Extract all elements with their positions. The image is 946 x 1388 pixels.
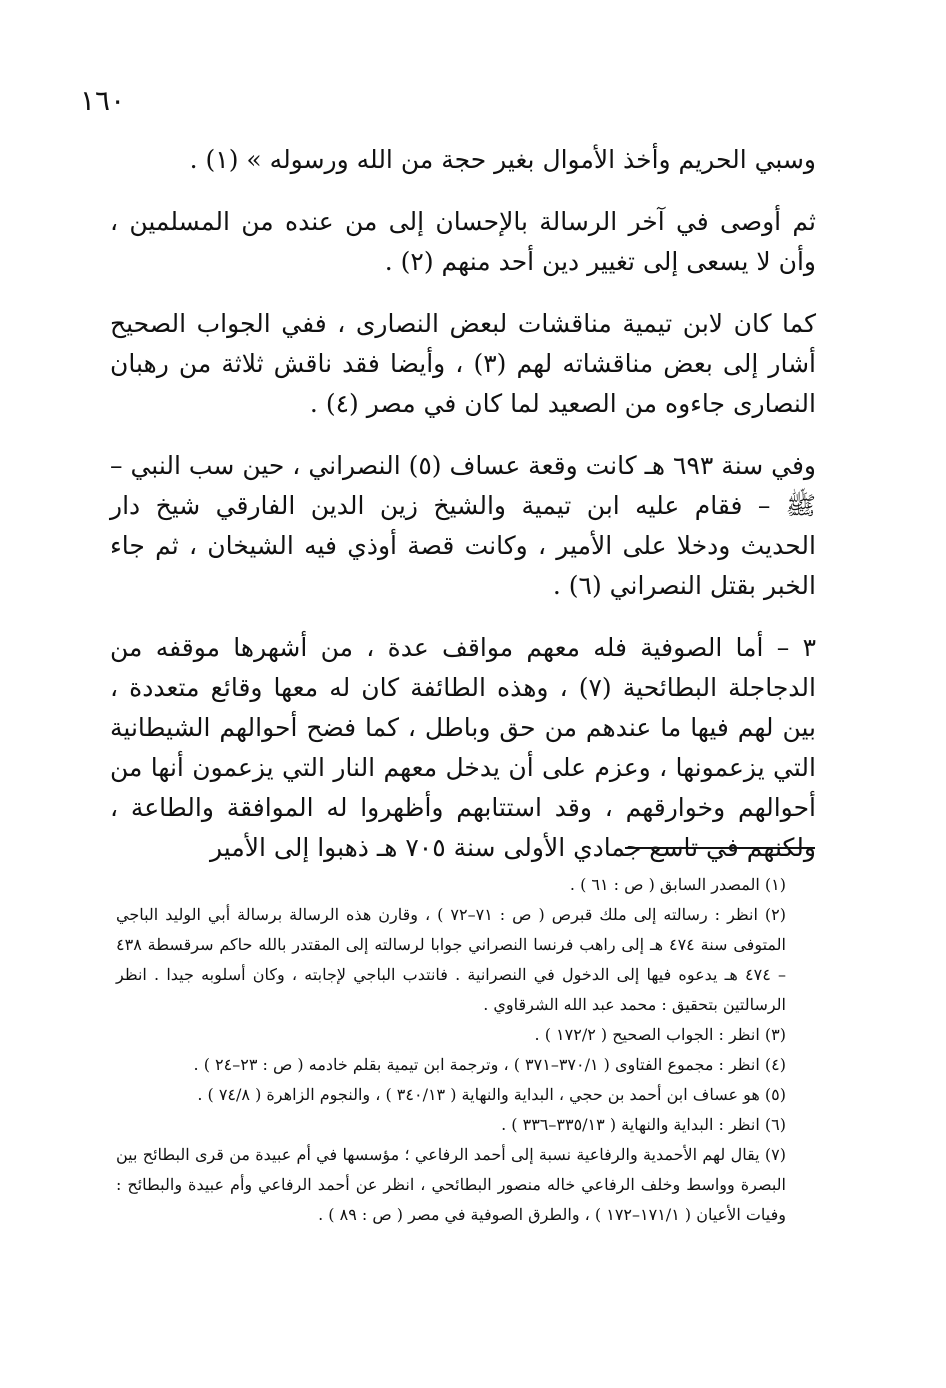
footnote-5: (٥) هو عساف ابن أحمد بن حجي ، البداية والنهاية ( ٣٤٠/١٣ ) ، والنجوم الزاهرة ( ٧٤/٨ ) . (197, 1085, 786, 1104)
paragraph-1: وسبي الحريم وأخذ الأموال بغير حجة من الله ورسوله » (١) . (189, 145, 816, 174)
footnote-2: (٢) انظر : رسالته إلى ملك قبرص ( ص : ٧١–٧٢ ) ، وقارن هذه الرسالة برسالة أبي الوليد الباجي المتوفى سنة ٤٧٤ هـ إلى راهب فرنسا النصراني جوابا لرسالته إلى المقتدر بالله حاكم سرقسطة ٤٣٨ – ٤٧٤ هـ يدعوه فيها إلى الدخول في النصرانية . فانتدب الباجي لإجابته ، وكان أسلوبه جيدا . انظر الرسالتين بتحقيق : محمد عبد الله الشرقاوي . (116, 905, 787, 1014)
paragraph-2: ثم أوصى في آخر الرسالة بالإحسان إلى من عنده من المسلمين ، وأن لا يسعى إلى تغيير دين أحد منهم (٢) . (110, 207, 816, 276)
main-text (110, 140, 816, 890)
paragraph-5: ٣ – أما الصوفية فله معهم مواقف عدة ، من أشهرها موقفه من الدجاجلة البطائحية (٧) ، وهذه الطائفة كان له معها وقائع متعددة ، بين لهم فيها ما عندهم من حق وباطل ، كما فضح أحوالهم الشيطانية التي يزعمونها ، وعزم على أن يدخل معهم النار التي يزعمون أنها من أحوالهم وخوارقهم ، وقد استتابهم وأظهروا له الموافقة والطاعة ، ولكنهم في تاسع جمادي الأولى سنة ٧٠٥ هـ ذهبوا إلى الأمير (110, 633, 816, 862)
page-number: ١٦٠ (80, 84, 126, 117)
footnote-4: (٤) انظر : مجموع الفتاوى ( ٣٧٠/١–٣٧١ ) ، وترجمة ابن تيمية بقلم خادمه ( ص : ٢٣–٢٤ ) . (193, 1055, 786, 1074)
footnote-3: (٣) انظر : الجواب الصحيح ( ١٧٢/٢ ) . (534, 1025, 786, 1044)
paragraph-4: وفي سنة ٦٩٣ هـ كانت وقعة عساف (٥) النصراني ، حين سب النبي – ﷺ – فقام عليه ابن تيمية والشيخ زين الدين الفارقي شيخ دار الحديث ودخلا على الأمير ، وكانت قصة أوذي فيه الشيخان ، ثم جاء الخبر بقتل النصراني (٦) . (110, 451, 816, 600)
footnotes (116, 870, 816, 1230)
footnote-6: (٦) انظر : البداية والنهاية ( ٣٣٥/١٣–٣٣٦ ) . (501, 1115, 786, 1134)
footnote-divider (625, 847, 815, 849)
footnote-7: (٧) يقال لهم الأحمدية والرفاعية نسبة إلى أحمد الرفاعي ؛ مؤسسها في أم عبيدة من قرى البطائح بين البصرة وواسط وخلف الرفاعي خاله منصور البطائحي ، انظر عن أحمد الرفاعي وأم عبيدة والبطائح : وفيات الأعيان ( ١٧١/١–١٧٢ ) ، والطرق الصوفية في مصر ( ص : ٨٩ ) . (116, 1145, 787, 1224)
footnote-1: (١) المصدر السابق ( ص : ٦١ ) . (569, 875, 786, 894)
paragraph-3: كما كان لابن تيمية مناقشات لبعض النصارى ، ففي الجواب الصحيح أشار إلى بعض مناقشاته لهم (٣) ، وأيضا فقد ناقش ثلاثة من رهبان النصارى جاءوه من الصعيد لما كان في مصر (٤) . (110, 309, 816, 418)
